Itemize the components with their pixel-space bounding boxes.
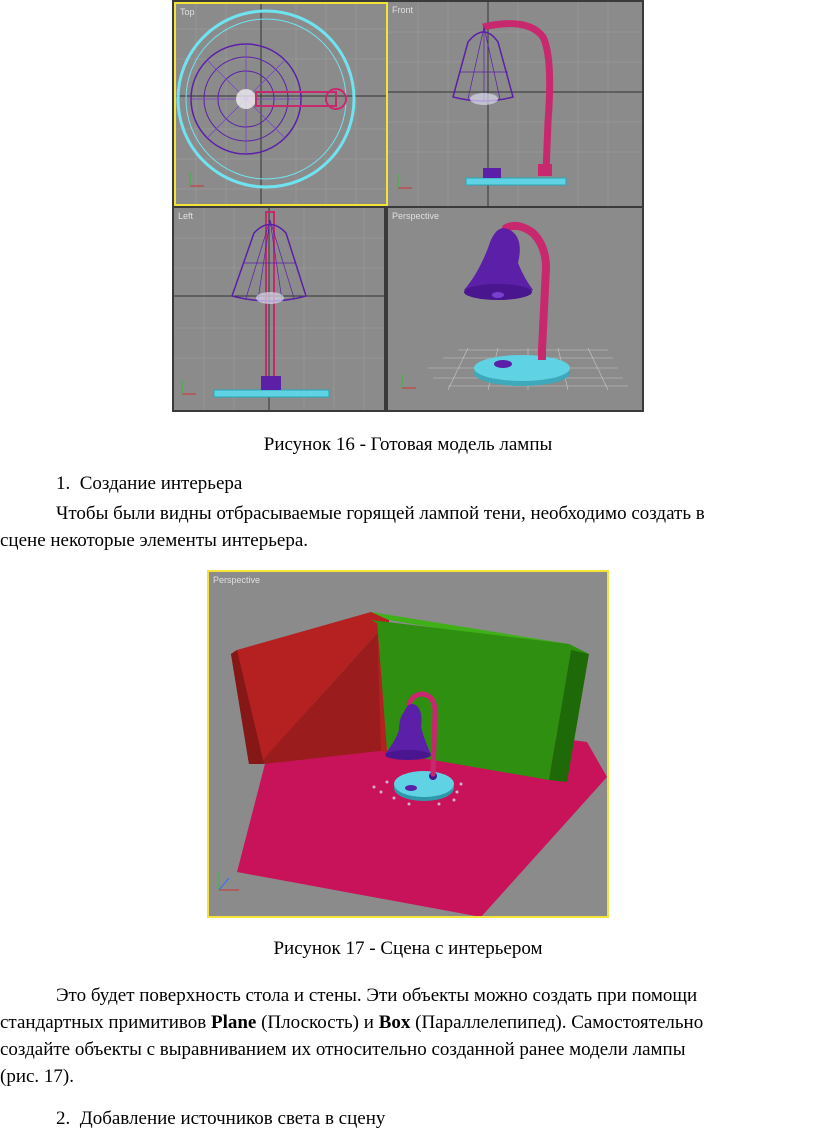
section-2-title: Добавление источников света в сцену — [79, 1108, 386, 1129]
viewport-perspective[interactable] — [388, 208, 642, 410]
section-1-title: Создание интерьера — [79, 473, 243, 494]
plane-note: (Плоскость) и — [256, 1012, 379, 1033]
section-1-heading — [56, 473, 242, 495]
term-plane: Plane — [210, 1012, 257, 1033]
interior-scene-drawing — [209, 572, 607, 916]
paragraph-2-line-3: создайте объекты с выравниванием их относительно созданной ранее модели лампы — [0, 1039, 686, 1060]
section-1-number: 1. — [56, 473, 71, 494]
term-box: Box — [378, 1012, 411, 1033]
box-note: (Параллелепипед). Самостоятельно — [410, 1012, 704, 1033]
viewport-perspective-label: Perspective — [392, 211, 440, 221]
paragraph-2-line-1: Это будет поверхность стола и стены. Эти объекты можно создать при помощи — [56, 985, 698, 1006]
viewport-left[interactable] — [174, 208, 384, 410]
left-view-drawing — [174, 208, 384, 410]
viewport-top[interactable] — [174, 2, 388, 206]
figure-16 — [172, 0, 644, 412]
section-1-paragraph — [0, 500, 816, 554]
paragraph-2-line-2 — [0, 1009, 816, 1036]
paragraph-2-line-2-prefix: стандартных примитивов — [0, 1012, 211, 1033]
section-2-number: 2. — [56, 1108, 71, 1129]
top-view-drawing — [176, 4, 386, 204]
viewport-top-label: Top — [180, 7, 195, 17]
perspective-view-drawing — [388, 208, 642, 410]
paragraph-2-line-4: (рис. 17). — [0, 1066, 75, 1087]
viewport-left-label: Left — [178, 211, 194, 221]
figure-17-caption: Рисунок 17 - Сцена с интерьером — [273, 938, 543, 959]
viewport-front-label: Front — [392, 5, 414, 15]
paragraph-2 — [0, 982, 816, 1090]
section-1-line-2: сцене некоторые элементы интерьера. — [0, 530, 309, 551]
figure-17-viewport-label: Perspective — [213, 575, 261, 585]
figure-16-caption: Рисунок 16 - Готовая модель лампы — [263, 434, 553, 455]
figure-17-viewport[interactable] — [207, 570, 609, 918]
front-view-drawing — [388, 2, 642, 206]
section-1-line-1: Чтобы были видны отбрасываемые горящей лампой тени, необходимо создать в — [56, 503, 705, 524]
section-2-heading — [56, 1108, 385, 1130]
viewport-front[interactable] — [388, 2, 642, 206]
